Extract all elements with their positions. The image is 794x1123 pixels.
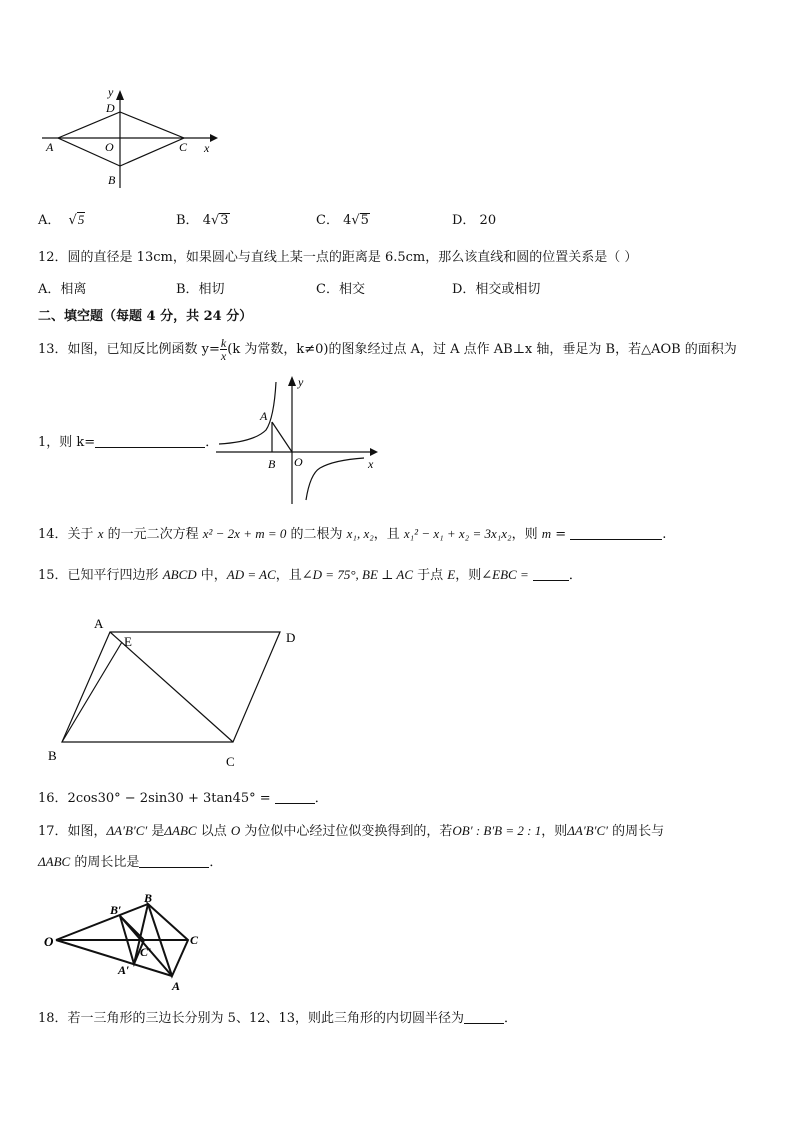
q17-text5: ，则	[541, 824, 568, 839]
q18-stem	[38, 1010, 517, 1028]
q11-b-radicand: 3	[220, 213, 229, 228]
q11-c-radicand: 5	[360, 213, 369, 228]
q15-cond2: ∠D = 75°, BE ⊥ AC	[301, 567, 414, 582]
q14-var-x: x	[97, 526, 104, 541]
rhombus-figure	[38, 84, 228, 194]
q17-text7: 的周长比是	[70, 855, 140, 870]
q18-text: 18．若一三角形的三边长分别为 5、12、13，则此三角形的内切圆半径为	[38, 1011, 465, 1026]
q15-text4: 于点	[413, 568, 448, 583]
q14-roots: x₁, x₂	[346, 526, 374, 541]
label-x: x	[204, 141, 210, 155]
q14-text2: 的一元二次方程	[103, 527, 203, 542]
similar-triangles-figure	[42, 890, 222, 996]
q16-end: ．	[314, 791, 328, 806]
q12-stem: 12．圆的直径是 13cm，如果圆心与直线上某一点的距离是 6.5cm，那么该直线和圆的位置关系是（ ）	[38, 250, 638, 265]
label-c: C	[190, 933, 199, 947]
q17-tri2: ΔABC	[164, 823, 197, 838]
q15-text2: 中，	[196, 568, 227, 583]
q16-number: 16．	[38, 791, 68, 806]
q18-end: ．	[504, 1011, 518, 1026]
q12-option-d: D．相交或相切	[452, 282, 541, 297]
q14-end: .	[662, 527, 667, 542]
q12-option-c: C．相交	[316, 282, 365, 297]
q15-ask: ∠EBC =	[481, 567, 529, 582]
q11-a-radicand: 5	[77, 212, 85, 227]
q15-point: E	[447, 567, 456, 582]
q17-center: O	[230, 823, 241, 838]
label-o: O	[294, 455, 303, 469]
label-c1: C′	[140, 945, 152, 959]
q13-answer-blank[interactable]	[95, 434, 205, 448]
hyperbola-figure	[214, 372, 384, 506]
q13-period: ．	[205, 435, 219, 450]
label-d: D	[106, 101, 115, 115]
q11-option-c	[316, 212, 370, 230]
q11-c-letter: C．	[316, 213, 339, 228]
q17-tri3: ΔA′B′C′	[567, 823, 608, 838]
q14-var-m: m	[541, 526, 552, 541]
sqrt-symbol: √	[68, 213, 77, 228]
q13-answer-line	[38, 434, 218, 452]
label-c: C	[179, 140, 188, 154]
label-e: E	[124, 634, 132, 649]
q18-answer-blank[interactable]	[464, 1010, 504, 1024]
sqrt-symbol: √	[210, 213, 220, 228]
q15-end: ．	[568, 568, 582, 583]
q17-text3: 以点	[196, 824, 231, 839]
q16-expression: 2cos30° − 2sin30 + 3tan45° =	[67, 791, 271, 806]
q17-stem-line2	[38, 853, 222, 872]
q17-text6: 的周长与	[607, 824, 665, 839]
q15-quad-name: ABCD	[162, 567, 197, 582]
ray-oa	[56, 940, 172, 976]
q13-part2: (k 为常数，k≠0)的图象经过点 A，过 A 点作 AB⊥x 轴，垂足为 B，若△AOB 的面积为	[227, 342, 737, 357]
q12-option-a: A．相离	[38, 282, 87, 297]
label-b: B	[108, 173, 116, 187]
q14-text3: 的二根为	[286, 527, 347, 542]
segment-be	[62, 642, 122, 742]
fraction-numerator: k	[220, 336, 227, 350]
q14-answer-blank[interactable]	[570, 526, 662, 540]
q11-option-b	[176, 212, 230, 230]
q14-text5: ，则	[511, 527, 542, 542]
q17-stem-line1	[38, 822, 664, 841]
q11-b-letter: B．	[176, 213, 199, 228]
q14-equation: x² − 2x + m = 0	[202, 526, 287, 541]
q16-stem	[38, 790, 328, 808]
q14-text1: 14．关于	[38, 527, 98, 542]
ray-ob	[56, 904, 148, 940]
fraction-denominator: x	[220, 349, 227, 363]
label-b1: B′	[110, 903, 122, 917]
x-axis-arrow	[370, 448, 378, 456]
q14-stem	[38, 525, 666, 544]
label-o: O	[105, 140, 114, 154]
label-b: B	[268, 457, 276, 471]
q11-option-a	[38, 212, 85, 230]
q11-c-coef: 4	[343, 213, 352, 228]
segment-ao	[272, 422, 292, 452]
label-b: B	[48, 748, 57, 763]
label-o: O	[44, 934, 54, 949]
q14-text6: =	[551, 527, 571, 542]
y-axis-arrow	[288, 376, 296, 386]
x-axis-arrow	[210, 134, 218, 142]
q15-text3: ，且	[275, 568, 302, 583]
label-b: B	[144, 891, 153, 905]
q15-text1: 15．已知平行四边形	[38, 568, 163, 583]
label-a: A	[260, 409, 268, 423]
label-c: C	[226, 754, 235, 769]
q14-condition: x₁² − x₁ + x₂ = 3x₁x₂	[403, 526, 512, 541]
q17-ratio: OB′ : B′B = 2 : 1	[452, 823, 542, 838]
q15-text5: ，则	[455, 568, 482, 583]
section-heading: 二、填空题（每题 4 分，共 24 分）	[38, 309, 253, 324]
q15-answer-blank[interactable]	[533, 567, 569, 581]
q15-cond1: AD = AC	[226, 567, 276, 582]
q16-answer-blank[interactable]	[275, 790, 315, 804]
q17-text1: 17．如图，	[38, 824, 107, 839]
y-axis-arrow	[116, 90, 124, 100]
q14-text4: ，且	[373, 527, 404, 542]
hyperbola-branch-right	[306, 458, 364, 500]
q17-text4: 为位似中心经过位似变换得到的，若	[240, 824, 453, 839]
label-y: y	[298, 375, 304, 389]
q13-stem	[38, 337, 737, 362]
label-a1: A′	[118, 963, 130, 977]
label-a: A	[46, 140, 54, 154]
label-x: x	[368, 457, 374, 471]
q11-option-d: D． 20	[452, 213, 497, 228]
parallelogram-figure	[40, 612, 320, 772]
rhombus-abcd	[58, 112, 184, 166]
q17-answer-blank[interactable]	[139, 854, 209, 868]
q13-part1: 13．如图，已知反比例函数 y=	[38, 342, 220, 357]
q13-answer-prefix: 1，则 k=	[38, 435, 96, 450]
label-a: A	[94, 616, 104, 631]
label-a: A	[172, 979, 181, 993]
q15-stem	[38, 566, 582, 585]
label-d: D	[286, 630, 296, 645]
q12-option-b: B．相切	[176, 282, 225, 297]
label-y: y	[108, 85, 114, 99]
q11-a-letter: A．	[38, 213, 61, 228]
q17-tri4: ΔABC	[38, 854, 71, 869]
q17-tri1: ΔA′B′C′	[106, 823, 148, 838]
sqrt-symbol: √	[351, 213, 360, 228]
q11-b-coef: 4	[202, 213, 211, 228]
q17-text2: 是	[147, 824, 165, 839]
q17-end: ．	[209, 855, 223, 870]
hyperbola-branch-left	[219, 382, 276, 444]
